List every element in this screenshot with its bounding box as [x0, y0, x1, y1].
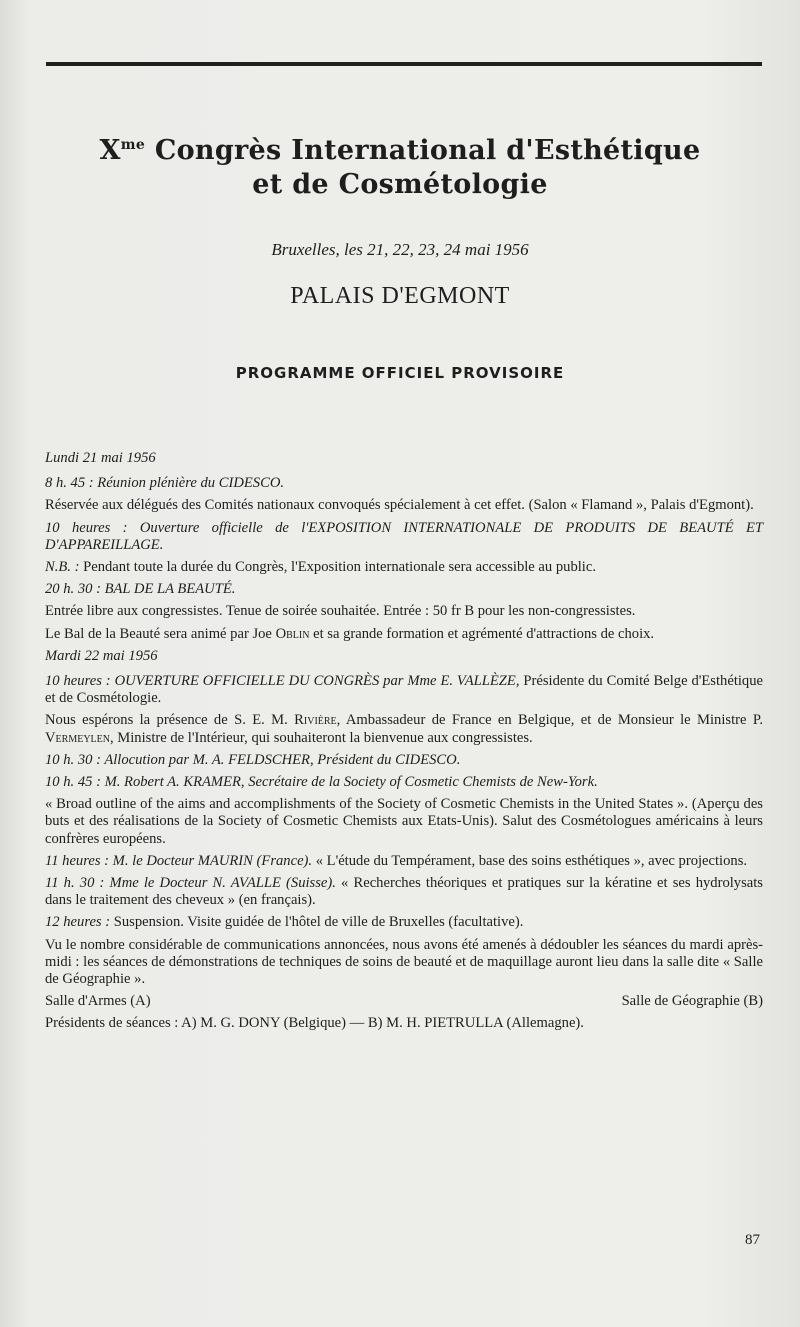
- room-b: Salle de Géographie (B): [621, 993, 763, 1010]
- venue-heading: PALAIS D'EGMONT: [290, 283, 510, 309]
- day-heading-monday: Lundi 21 mai 1956: [45, 450, 156, 466]
- session-monday-1: 8 h. 45 : Réunion plénière du CIDESCO.: [45, 475, 285, 492]
- title-line-1: $X^{me}$ Congrès International d'Esthétique: [99, 135, 701, 166]
- session-tuesday-1: 10 heures : OUVERTURE OFFICIELLE DU CONGRÈS par Mme E. VALLÈZE, Présidente du Comité Belge d'Esthétique et de Cosmétologie.: [45, 673, 763, 707]
- day-heading-tuesday: Mardi 22 mai 1956: [45, 647, 158, 664]
- room-a: Salle d'Armes (A): [45, 993, 151, 1010]
- session-tuesday-6: 12 heures : Suspension. Visite guidée de l'hôtel de ville de Bruxelles (facultative).: [45, 914, 524, 931]
- session-monday-1-note: Réservée aux délégués des Comités nationaux convoqués spécialement à cet effet. (Salon « Flamand », Palais d'Egmont).: [45, 497, 754, 514]
- session-tuesday-4: 11 heures : M. le Docteur MAURIN (France). « L'étude du Tempérament, base des soins esthétiques », avec projections.: [45, 852, 748, 869]
- page-number: 87: [745, 1232, 760, 1248]
- session-monday-3-note-2: Le Bal de la Beauté sera animé par Joe Oblin et sa grande formation et agrémenté d'attractions de choix.: [45, 625, 655, 642]
- session-tuesday-1-note: Nous espérons la présence de S. E. M. Rivière, Ambassadeur de France en Belgique, et de Monsieur le Ministre P. Vermeylen, Ministre de l'Intérieur, qui souhaiteront la bienvenue aux congressistes.: [45, 712, 763, 746]
- session-tuesday-3-note: « Broad outline of the aims and accomplishments of the Society of Cosmetic Chemists in the United States ». (Aperçu des buts et des réalisations de la Society of Cosmetic Chemists aux Etats-Unis). Salut des Cosmétologues américains à leurs confrères européens.: [45, 796, 763, 847]
- session-monday-3-note: Entrée libre aux congressistes. Tenue de soirée souhaitée. Entrée : 50 fr B pour les non-congressistes.: [45, 603, 636, 620]
- session-monday-3: 20 h. 30 : BAL DE LA BEAUTÉ.: [45, 581, 236, 598]
- dateline: Bruxelles, les 21, 22, 23, 24 mai 1956: [271, 240, 529, 259]
- programme-body: [45, 450, 763, 1038]
- session-tuesday-2: 10 h. 30 : Allocution par M. A. FELDSCHER, Président du CIDESCO.: [45, 751, 461, 768]
- programme-heading: PROGRAMME OFFICIEL PROVISOIRE: [235, 364, 565, 382]
- session-monday-2: 10 heures : Ouverture officielle de l'EXPOSITION INTERNATIONALE DE PRODUITS DE BEAUTÉ ET D'APPAREILLAGE.: [45, 519, 763, 553]
- session-monday-2-note: N.B. : Pendant toute la durée du Congrès, l'Exposition internationale sera accessible au public.: [45, 559, 596, 576]
- session-presidents: Présidents de séances : A) M. G. DONY (Belgique) — B) M. H. PIETRULLA (Allemagne).: [45, 1015, 584, 1032]
- session-tuesday-note: Vu le nombre considérable de communications annoncées, nous avons été amenés à dédoubler les séances du mardi après-midi : les séances de démonstrations de techniques de soins de beauté et de maquillage auront lieu dans la salle dite « Salle de Géographie ».: [45, 936, 763, 988]
- title-line-2: et de Cosmétologie: [252, 169, 548, 200]
- session-tuesday-3: 10 h. 45 : M. Robert A. KRAMER, Secrétaire de la Society of Cosmetic Chemists de New-York.: [45, 774, 598, 791]
- top-rule: [46, 62, 762, 66]
- session-tuesday-5: 11 h. 30 : Mme le Docteur N. AVALLE (Suisse). « Recherches théoriques et pratiques sur la kératine et ses hydrolysats dans le traitement des cheveux » (en français).: [45, 875, 763, 909]
- room-line: [45, 993, 763, 1010]
- congress-title: [50, 128, 750, 202]
